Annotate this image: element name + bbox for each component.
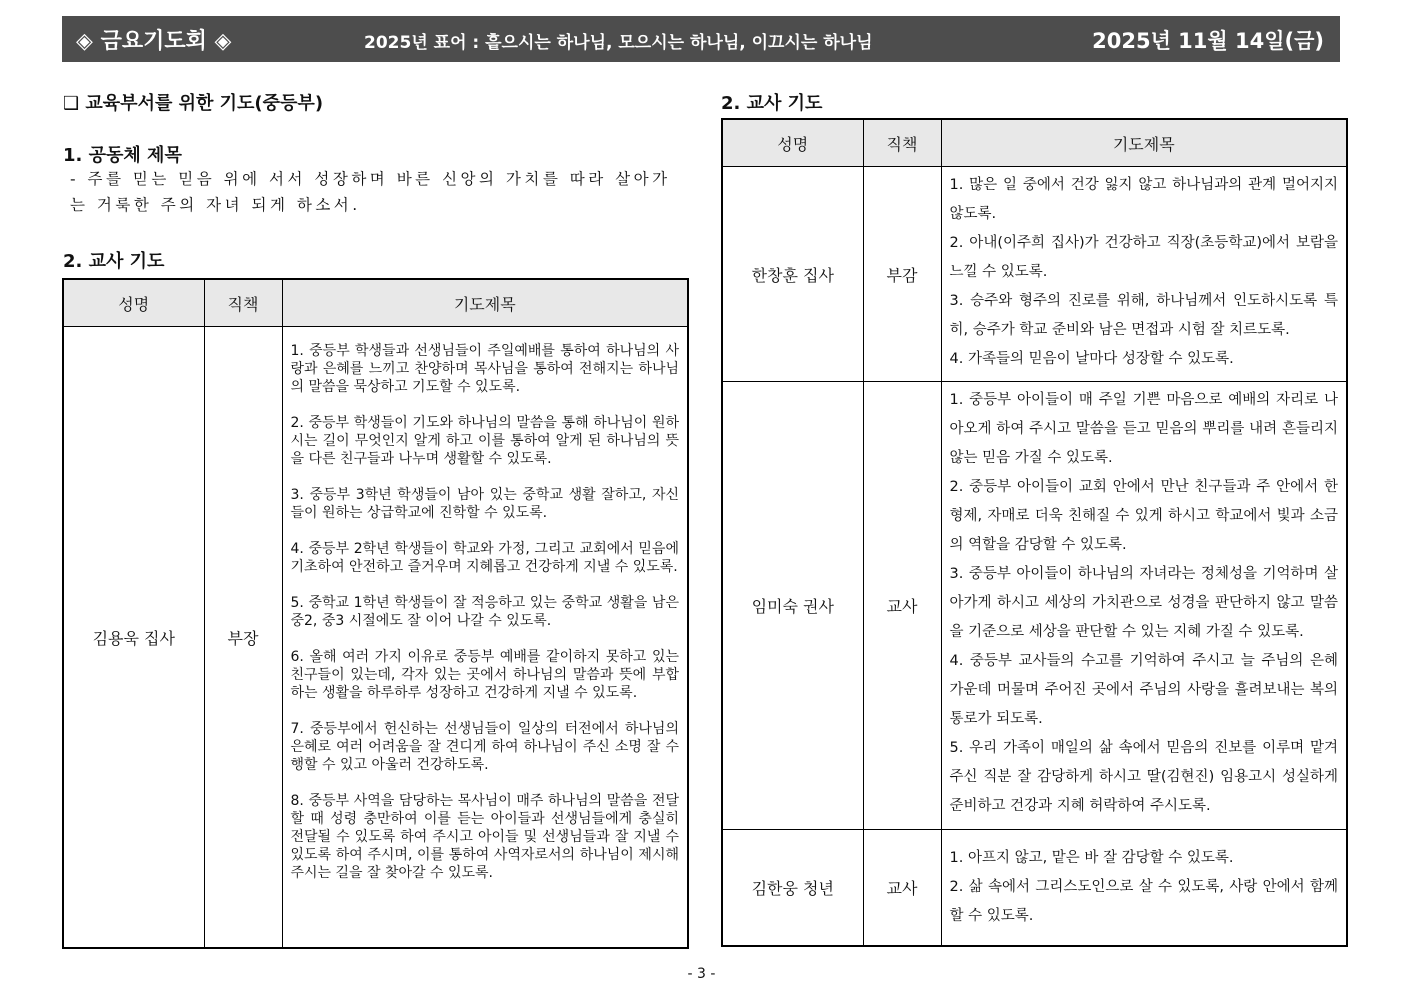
prayer-items <box>282 327 688 949</box>
community-heading: 1. 공동체 제목 <box>63 145 182 166</box>
prayer-item: 6. 올해 여러 가지 이유로 중등부 예배를 같이하지 못하고 있는 친구들이 있는데, 각자 있는 곳에서 하나님의 말씀과 뜻에 부합하는 생활을 하루하루 성장하고 건강하게 지낼 수 있도록. <box>290 649 679 701</box>
prayer-items <box>941 830 1347 947</box>
col-header-name: 성명 <box>722 119 863 167</box>
table-row <box>722 382 1347 830</box>
person-role: 부장 <box>204 327 282 949</box>
prayer-item: 4. 중등부 2학년 학생들이 학교와 가정, 그리고 교회에서 믿음에 기초하여 안전하고 즐거우며 지혜롭고 건강하게 지낼 수 있도록. <box>290 541 679 575</box>
person-role: 교사 <box>863 830 941 947</box>
prayer-item: 2. 삶 속에서 그리스도인으로 살 수 있도록, 사랑 안에서 함께 할 수 있도록. <box>949 879 1338 924</box>
table-row <box>63 327 688 949</box>
col-header-role: 직책 <box>863 119 941 167</box>
page-number: - 3 - <box>687 966 716 982</box>
col-header-prayer: 기도제목 <box>941 119 1347 167</box>
meeting-title: ◈ 금요기도회 ◈ <box>76 29 232 54</box>
table-row <box>722 830 1347 947</box>
teacher-prayer-heading-left: 2. 교사 기도 <box>63 251 165 272</box>
community-prayer-text: - 주를 믿는 믿음 위에 서서 성장하며 바른 신앙의 가치를 따라 살아가는 거룩한 주의 자녀 되게 하소서. <box>70 170 671 214</box>
prayer-item: 2. 아내(이주희 집사)가 건강하고 직장(초등학교)에서 보람을 느낄 수 있도록. <box>949 235 1338 280</box>
prayer-table-right <box>721 118 1348 947</box>
prayer-item: 7. 중등부에서 헌신하는 선생님들이 일상의 터전에서 하나님의 은혜로 여러 어려움을 잘 견디게 하여 하나님이 주신 소명 잘 수행할 수 있고 아울러 건강하도록. <box>290 721 679 773</box>
col-header-role: 직책 <box>204 279 282 327</box>
prayer-items <box>941 382 1347 830</box>
prayer-item: 4. 중등부 교사들의 수고를 기억하여 주시고 늘 주님의 은혜 가운데 머물며 주어진 곳에서 주님의 사랑을 흘려보내는 복의 통로가 되도록. <box>949 653 1338 727</box>
prayer-item: 5. 중학교 1학년 학생들이 잘 적응하고 있는 중학교 생활을 남은 중2, 중3 시절에도 잘 이어 나갈 수 있도록. <box>290 595 679 629</box>
page-header <box>62 16 1340 62</box>
col-header-prayer: 기도제목 <box>282 279 688 327</box>
prayer-item: 4. 가족들의 믿음이 날마다 성장할 수 있도록. <box>949 351 1234 367</box>
table-header-row <box>63 279 688 327</box>
prayer-item: 2. 중등부 아이들이 교회 안에서 만난 친구들과 주 안에서 한 형제, 자매로 더욱 친해질 수 있게 하시고 학교에서 빛과 소금의 역할을 감당할 수 있도록. <box>949 479 1338 553</box>
person-name: 김용욱 집사 <box>63 327 204 949</box>
person-role: 부감 <box>863 167 941 382</box>
prayer-item: 1. 중등부 학생들과 선생님들이 주일예배를 통하여 하나님의 사랑과 은혜를 느끼고 찬양하며 목사님을 통하여 전해지는 하나님의 말씀을 묵상하고 기도할 수 있도록. <box>290 343 679 395</box>
section-title: ❑ 교육부서를 위한 기도(중등부) <box>63 93 324 114</box>
prayer-item: 3. 승주와 형주의 진로를 위해, 하나님께서 인도하시도록 특히, 승주가 학교 준비와 남은 면접과 시험 잘 치르도록. <box>949 293 1338 338</box>
person-name: 한창훈 집사 <box>722 167 863 382</box>
prayer-item: 1. 중등부 아이들이 매 주일 기쁜 마음으로 예배의 자리로 나아오게 하여 주시고 말씀을 듣고 믿음의 뿌리를 내려 흔들리지 않는 믿음 가질 수 있도록. <box>949 392 1338 466</box>
table-header-row <box>722 119 1347 167</box>
prayer-item: 1. 아프지 않고, 맡은 바 잘 감당할 수 있도록. <box>949 850 1234 866</box>
person-role: 교사 <box>863 382 941 830</box>
person-name: 김한웅 청년 <box>722 830 863 947</box>
teacher-prayer-heading-right: 2. 교사 기도 <box>721 93 823 114</box>
prayer-item: 1. 많은 일 중에서 건강 잃지 않고 하나님과의 관계 멀어지지 않도록. <box>949 177 1338 222</box>
year-motto: 2025년 표어 : 흩으시는 하나님, 모으시는 하나님, 이끄시는 하나님 <box>364 33 873 53</box>
prayer-item: 3. 중등부 아이들이 하나님의 자녀라는 정체성을 기억하며 살아가게 하시고 세상의 가치관으로 성경을 판단하지 않고 말씀을 기준으로 세상을 판단할 수 있는 지혜 가질 수 있도록. <box>949 566 1338 640</box>
table-row <box>722 167 1347 382</box>
prayer-items <box>941 167 1347 382</box>
col-header-name: 성명 <box>63 279 204 327</box>
prayer-item: 5. 우리 가족이 매일의 삶 속에서 믿음의 진보를 이루며 맡겨 주신 직분 잘 감당하게 하시고 딸(김현진) 임용고시 성실하게 준비하고 건강과 지혜 허락하여 주시도록. <box>949 740 1338 814</box>
prayer-item: 2. 중등부 학생들이 기도와 하나님의 말씀을 통해 하나님이 원하시는 길이 무엇인지 알게 하고 이를 통하여 알게 된 하나님의 뜻을 다른 친구들과 나누며 생활할 수 있도록. <box>290 415 679 467</box>
meeting-date: 2025년 11월 14일(금) <box>1092 29 1324 53</box>
prayer-item: 8. 중등부 사역을 담당하는 목사님이 매주 하나님의 말씀을 전달할 때 성령 충만하여 이를 듣는 아이들과 선생님들에게 충실히 전달될 수 있도록 하여 주시고 아이들 및 선생님들과 잘 지낼 수 있도록 하여 주시며, 이를 통하여 사역자로서의 하나님이 제시해 주시는 길을 잘 찾아갈 수 있도록. <box>290 793 679 881</box>
prayer-table-left <box>62 278 689 949</box>
person-name: 임미숙 권사 <box>722 382 863 830</box>
prayer-item: 3. 중등부 3학년 학생들이 남아 있는 중학교 생활 잘하고, 자신들이 원하는 상급학교에 진학할 수 있도록. <box>290 487 679 521</box>
